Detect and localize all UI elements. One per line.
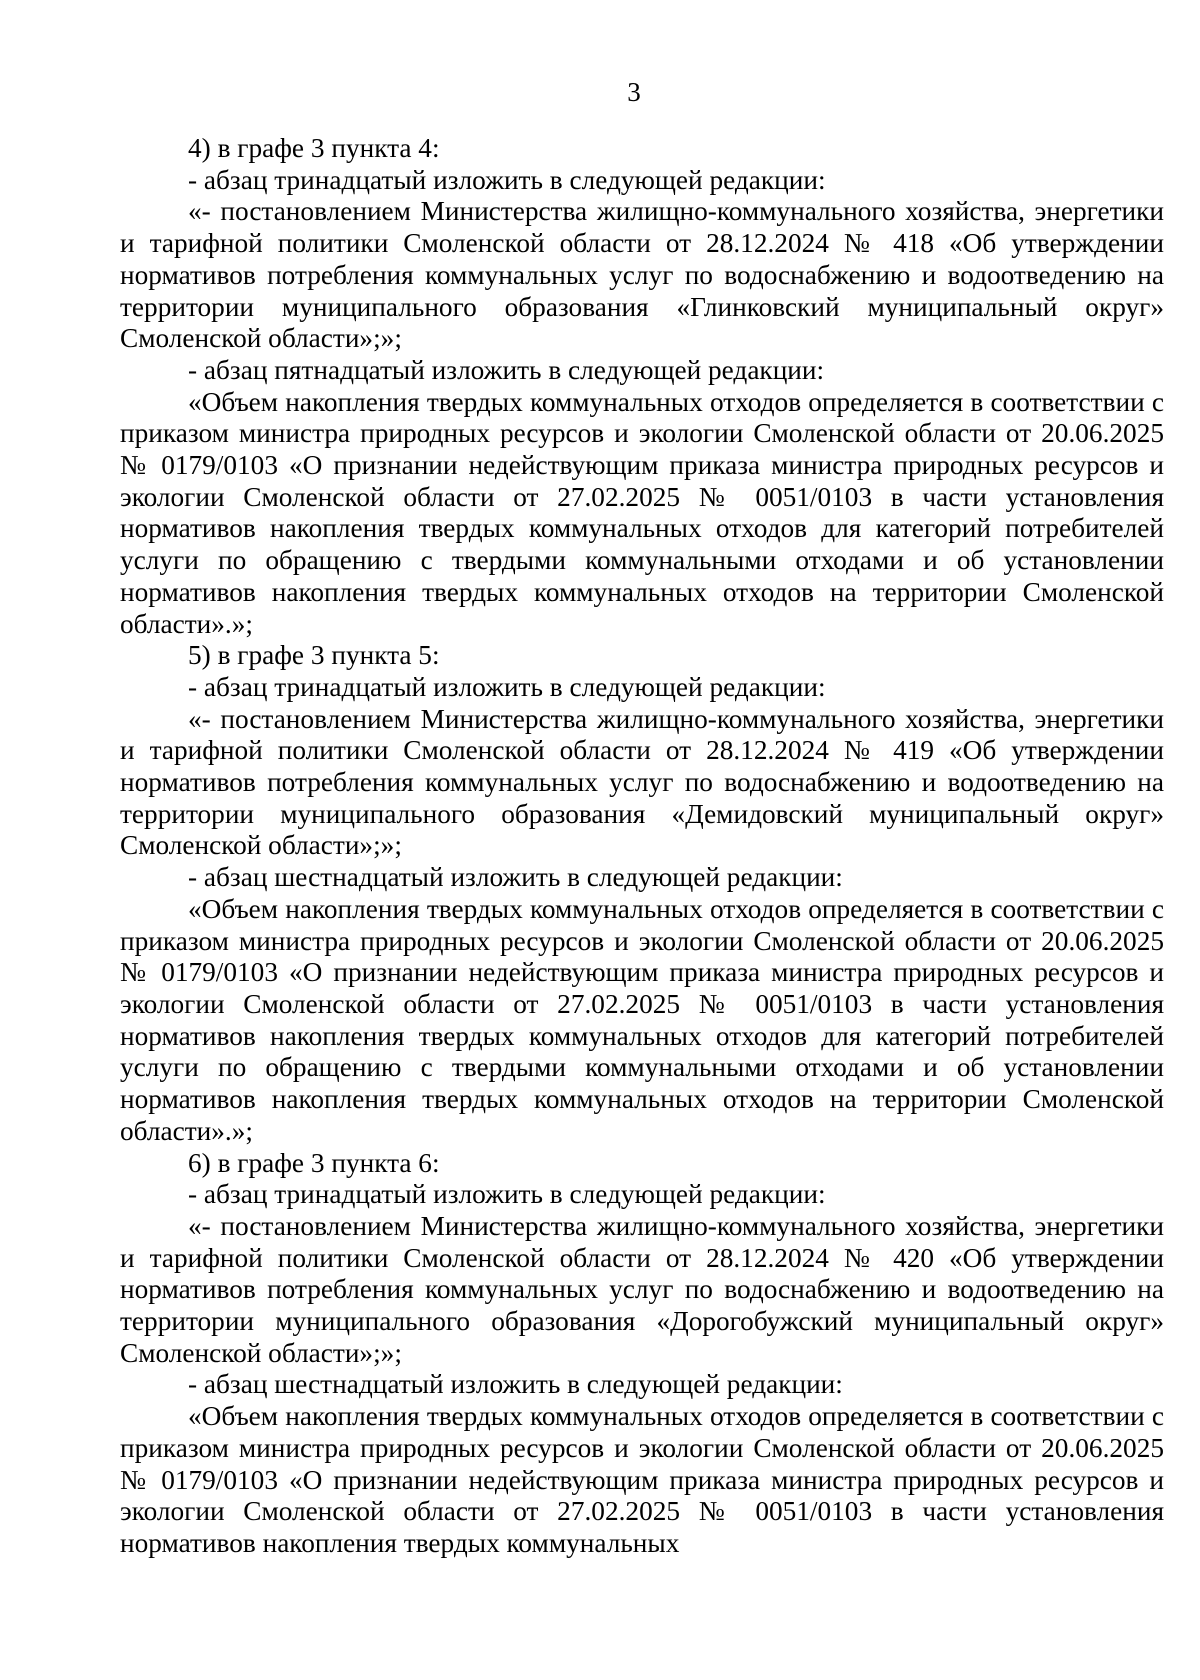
item-5-new-text-waste: «Объем накопления твердых коммунальных отходов определяется в соответствии с приказом министра природных ресурсов и экологии Смоленской области от 20.06.2025 № 0179/0103 «О признании недействующим приказа министра природных ресурсов и экологии Смоленской области от 27.02.2025 № 0051/0103 в части установления нормативов накопления твердых коммунальных отходов для категорий потребителей услуги по обращению с твердыми коммунальными отходами и об установлении нормативов накопления твердых коммунальных отходов на территории Смоленской области».»; <box>120 893 1164 1146</box>
item-6-new-text-resolution: «- постановлением Министерства жилищно-коммунального хозяйства, энергетики и тарифной политики Смоленской области от 28.12.2024 № 420 «Об утверждении нормативов потребления коммунальных услуг по водоснабжению и водоотведению на территории муниципального образования «Дорогобужский муниципальный округ» Смоленской области»;»; <box>120 1210 1164 1368</box>
item-5-heading: 5) в графе 3 пункта 5: <box>188 640 440 671</box>
item-6-instruction-paragraph-13: - абзац тринадцатый изложить в следующей редакции: <box>188 1179 826 1210</box>
item-4-instruction-paragraph-13: - абзац тринадцатый изложить в следующей редакции: <box>188 164 826 195</box>
item-5-new-text-resolution: «- постановлением Министерства жилищно-коммунального хозяйства, энергетики и тарифной политики Смоленской области от 28.12.2024 № 419 «Об утверждении нормативов потребления коммунальных услуг по водоснабжению и водоотведению на территории муниципального образования «Демидовский муниципальный округ» Смоленской области»;»; <box>120 703 1164 861</box>
document-body <box>120 133 1164 1560</box>
item-6-new-text-waste: «Объем накопления твердых коммунальных отходов определяется в соответствии с приказом министра природных ресурсов и экологии Смоленской области от 20.06.2025 № 0179/0103 «О признании недействующим приказа министра природных ресурсов и экологии Смоленской области от 27.02.2025 № 0051/0103 в части установления нормативов накопления твердых коммунальных <box>120 1401 1164 1558</box>
item-4-new-text-resolution: «- постановлением Министерства жилищно-коммунального хозяйства, энергетики и тарифной политики Смоленской области от 28.12.2024 № 418 «Об утверждении нормативов потребления коммунальных услуг по водоснабжению и водоотведению на территории муниципального образования «Глинковский муниципальный округ» Смоленской области»;»; <box>120 196 1164 354</box>
item-4-new-text-waste: «Объем накопления твердых коммунальных отходов определяется в соответствии с приказом министра природных ресурсов и экологии Смоленской области от 20.06.2025 № 0179/0103 «О признании недействующим приказа министра природных ресурсов и экологии Смоленской области от 27.02.2025 № 0051/0103 в части установления нормативов накопления твердых коммунальных отходов для категорий потребителей услуги по обращению с твердыми коммунальными отходами и об установлении нормативов накопления твердых коммунальных отходов на территории Смоленской области».»; <box>120 386 1164 639</box>
item-6-instruction-paragraph-16: - абзац шестнадцатый изложить в следующей редакции: <box>188 1369 843 1400</box>
page-number: 3 <box>627 77 641 107</box>
item-4-instruction-paragraph-15: - абзац пятнадцатый изложить в следующей редакции: <box>188 354 825 385</box>
item-5-instruction-paragraph-16: - абзац шестнадцатый изложить в следующей редакции: <box>188 862 843 893</box>
item-4-heading: 4) в графе 3 пункта 4: <box>188 133 440 163</box>
item-6-heading: 6) в графе 3 пункта 6: <box>188 1147 440 1178</box>
item-5-instruction-paragraph-13: - абзац тринадцатый изложить в следующей редакции: <box>188 671 826 702</box>
